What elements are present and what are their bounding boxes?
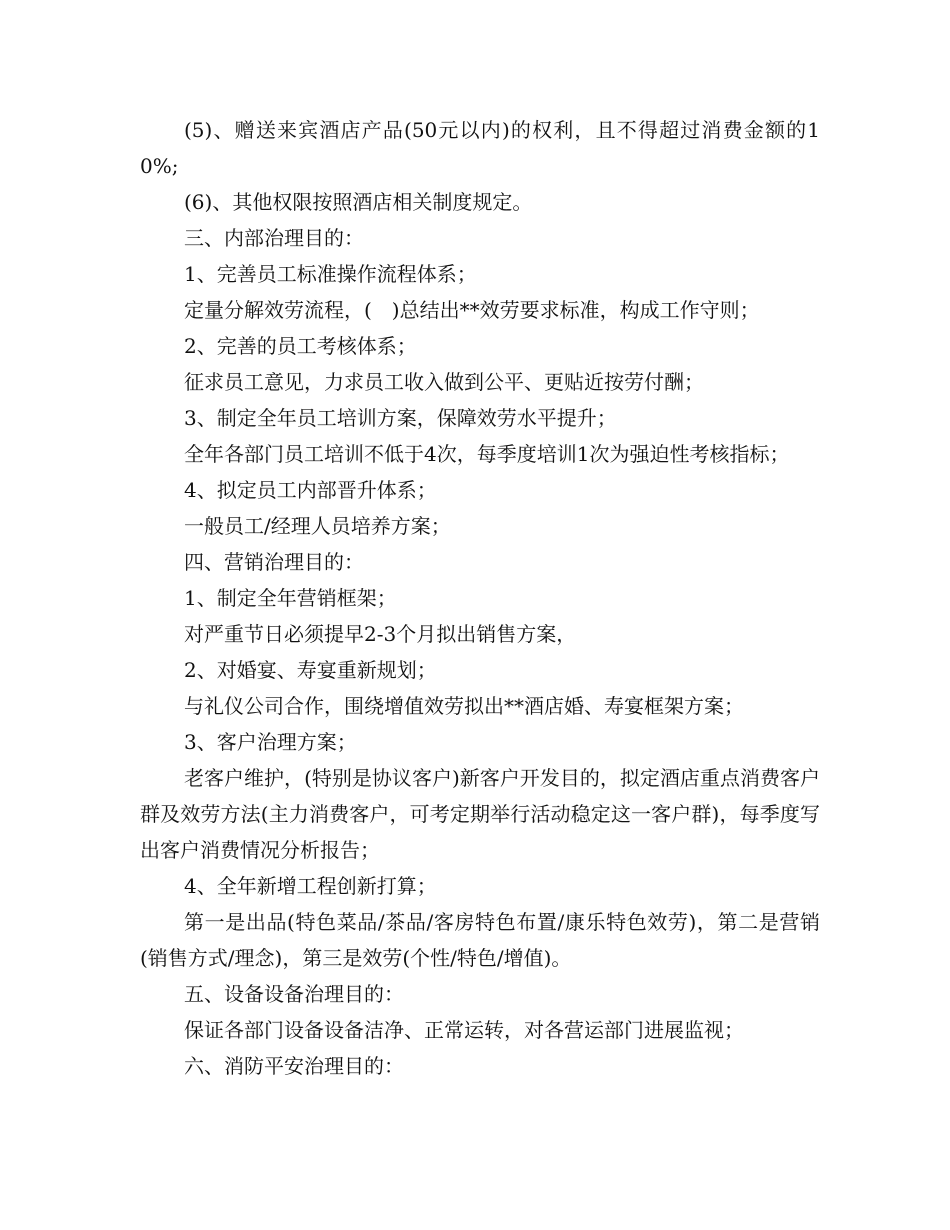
paragraph-8: 3、制定全年员工培训方案，保障效劳水平提升； — [184, 406, 617, 430]
paragraph-9: 全年各部门员工培训不低于4次，每季度培训1次为强迫性考核指标； — [184, 442, 790, 466]
paragraph-7: 征求员工意见，力求员工收入做到公平、更贴近按劳付酬； — [184, 370, 704, 394]
paragraph-17: 3、客户治理方案； — [184, 730, 357, 754]
paragraph-16: 与礼仪公司合作，围绕增值效劳拟出**酒店婚、寿宴框架方案； — [184, 694, 744, 718]
paragraph-6: 2、完善的员工考核体系； — [184, 334, 417, 358]
section-heading-5: 五、设备设备治理目的： — [184, 982, 404, 1006]
paragraph-14: 对严重节日必须提早2-3个月拟出销售方案， — [184, 622, 577, 646]
paragraph-20: 第一是出品(特色菜品/茶品/客房特色布置/康乐特色效劳)，第二是营销(销售方式/理念)，第三是效劳(个性/特色/增值)。 — [140, 910, 820, 970]
paragraph-1: (5)、赠送来宾酒店产品(50元以内)的权利，且不得超过消费金额的10%; — [140, 118, 820, 178]
paragraph-13: 1、制定全年营销框架； — [184, 586, 397, 610]
section-heading-6: 六、消防平安治理目的： — [184, 1054, 404, 1078]
document-body — [140, 112, 820, 1084]
section-heading-3: 三、内部治理目的： — [184, 226, 364, 250]
paragraph-10: 4、拟定员工内部晋升体系； — [184, 478, 437, 502]
paragraph-2: (6)、其他权限按照酒店相关制度规定。 — [184, 190, 533, 214]
paragraph-15: 2、对婚宴、寿宴重新规划； — [184, 658, 437, 682]
paragraph-11: 一般员工/经理人员培养方案； — [184, 514, 451, 538]
paragraph-5: 定量分解效劳流程，( )总结出**效劳要求标准，构成工作守则； — [184, 298, 760, 322]
paragraph-18: 老客户维护，(特别是协议客户)新客户开发目的，拟定酒店重点消费客户群及效劳方法(主力消费客户，可考定期举行活动稳定这一客户群)，每季度写出客户消费情况分析报告； — [140, 766, 820, 862]
paragraph-19: 4、全年新增工程创新打算； — [184, 874, 437, 898]
section-heading-4: 四、营销治理目的： — [184, 550, 364, 574]
paragraph-22: 保证各部门设备设备洁净、正常运转，对各营运部门进展监视； — [184, 1018, 744, 1042]
paragraph-4: 1、完善员工标准操作流程体系； — [184, 262, 477, 286]
